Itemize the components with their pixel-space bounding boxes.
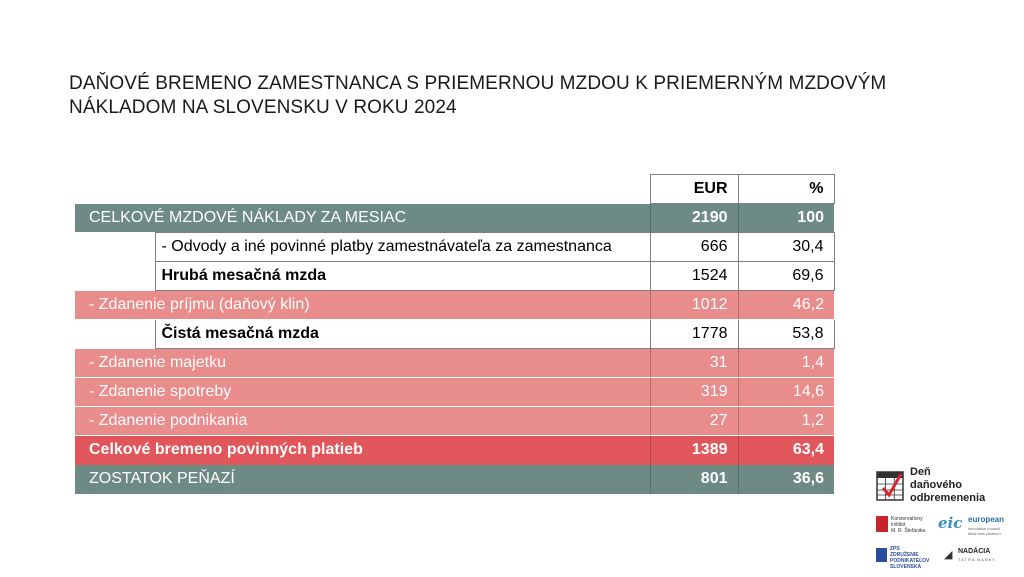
table-row-net-wage <box>75 320 834 349</box>
row-indent <box>75 233 155 262</box>
nadacia-mark-icon: ◢ <box>944 549 953 561</box>
logo-line: Konzervatívny <box>891 516 923 522</box>
table-row-business-tax <box>75 407 834 436</box>
row-pct: 63,4 <box>738 436 834 465</box>
row-eur: 1012 <box>650 291 738 320</box>
row-label: - Zdanenie podnikania <box>75 407 650 436</box>
row-label: - Zdanenie majetku <box>75 349 650 378</box>
logo-line: inštitút <box>891 522 906 528</box>
table-row-total-costs <box>75 204 834 233</box>
row-pct: 30,4 <box>738 233 834 262</box>
kimt-logo <box>876 516 938 536</box>
logo-line: european <box>968 515 1005 524</box>
row-pct: 14,6 <box>738 378 834 407</box>
calendar-check-icon <box>876 468 904 502</box>
row-label: - Zdanenie príjmu (daňový klin) <box>75 291 650 320</box>
row-label: Čistá mesačná mzda <box>155 320 650 349</box>
nadacia-tatra-banky-logo <box>944 546 1010 568</box>
logo-line: think tank platform <box>968 531 1001 536</box>
table-header-row <box>75 175 834 204</box>
logo-line: ZDRUŽENIE PODNIKATEĽOV <box>890 552 930 564</box>
logo-line: odbremenenia <box>910 492 986 504</box>
row-label: ZOSTATOK PEŇAZÍ <box>75 465 650 494</box>
eic-logo <box>938 514 1010 538</box>
row-indent <box>75 262 155 291</box>
kimt-text <box>891 516 925 534</box>
logo-line: ZPS <box>890 546 900 552</box>
row-pct: 69,6 <box>738 262 834 291</box>
row-label: CELKOVÉ MZDOVÉ NÁKLADY ZA MESIAC <box>75 204 650 233</box>
table-row-remaining-money <box>75 465 834 494</box>
table-row-gross-wage <box>75 262 834 291</box>
nadacia-sub: TATRA BANKY <box>958 557 996 562</box>
row-eur: 666 <box>650 233 738 262</box>
eic-name <box>968 516 1004 524</box>
eic-mark: eic <box>938 514 963 532</box>
row-label: - Odvody a iné povinné platby zamestnávateľa za zamestnanca <box>155 233 650 262</box>
row-pct: 1,4 <box>738 349 834 378</box>
row-label: Celkové bremeno povinných platieb <box>75 436 650 465</box>
table-row-employer-contributions <box>75 233 834 262</box>
row-pct: 46,2 <box>738 291 834 320</box>
logo-line: daňového <box>910 479 962 491</box>
page-title: DAŇOVÉ BREMENO ZAMESTNANCA S PRIEMERNOU MZDOU K PRIEMERNÝM MZDOVÝM NÁKLADOM NA SLOVENSKU V ROKU 2024 <box>69 73 887 118</box>
row-pct: 53,8 <box>738 320 834 349</box>
row-pct: 1,2 <box>738 407 834 436</box>
header-pct: % <box>738 175 834 204</box>
table-row-property-tax <box>75 349 834 378</box>
row-eur: 1389 <box>650 436 738 465</box>
row-label: - Zdanenie spotreby <box>75 378 650 407</box>
row-eur: 1778 <box>650 320 738 349</box>
row-eur: 1524 <box>650 262 738 291</box>
row-eur: 27 <box>650 407 738 436</box>
row-label: Hrubá mesačná mzda <box>155 262 650 291</box>
kimt-mark-icon <box>876 516 888 532</box>
row-eur: 31 <box>650 349 738 378</box>
den-danoveho-odbremenenia-logo <box>876 466 1006 506</box>
row-pct: 36,6 <box>738 465 834 494</box>
logo-line: Deň <box>910 466 931 478</box>
zps-logo <box>876 546 938 568</box>
row-eur: 2190 <box>650 204 738 233</box>
zps-text <box>890 546 938 570</box>
tax-burden-table <box>75 174 835 494</box>
row-eur: 801 <box>650 465 738 494</box>
table-row-total-burden <box>75 436 834 465</box>
row-pct: 100 <box>738 204 834 233</box>
den-danoveho-text <box>910 466 985 505</box>
row-eur: 319 <box>650 378 738 407</box>
nadacia-name: NADÁCIA <box>958 548 991 555</box>
partner-logos <box>872 466 1012 576</box>
header-eur: EUR <box>650 175 738 204</box>
logo-line: innovation council <box>968 526 1000 531</box>
zps-mark-icon <box>876 548 887 562</box>
eic-sub <box>968 526 1001 536</box>
row-indent <box>75 320 155 349</box>
logo-line: M. R. Štefánika <box>891 528 926 534</box>
header-blank <box>155 175 650 204</box>
logo-line: SLOVENSKA <box>890 564 922 570</box>
table-row-income-tax <box>75 291 834 320</box>
header-blank <box>75 175 155 204</box>
table-row-consumption-tax <box>75 378 834 407</box>
